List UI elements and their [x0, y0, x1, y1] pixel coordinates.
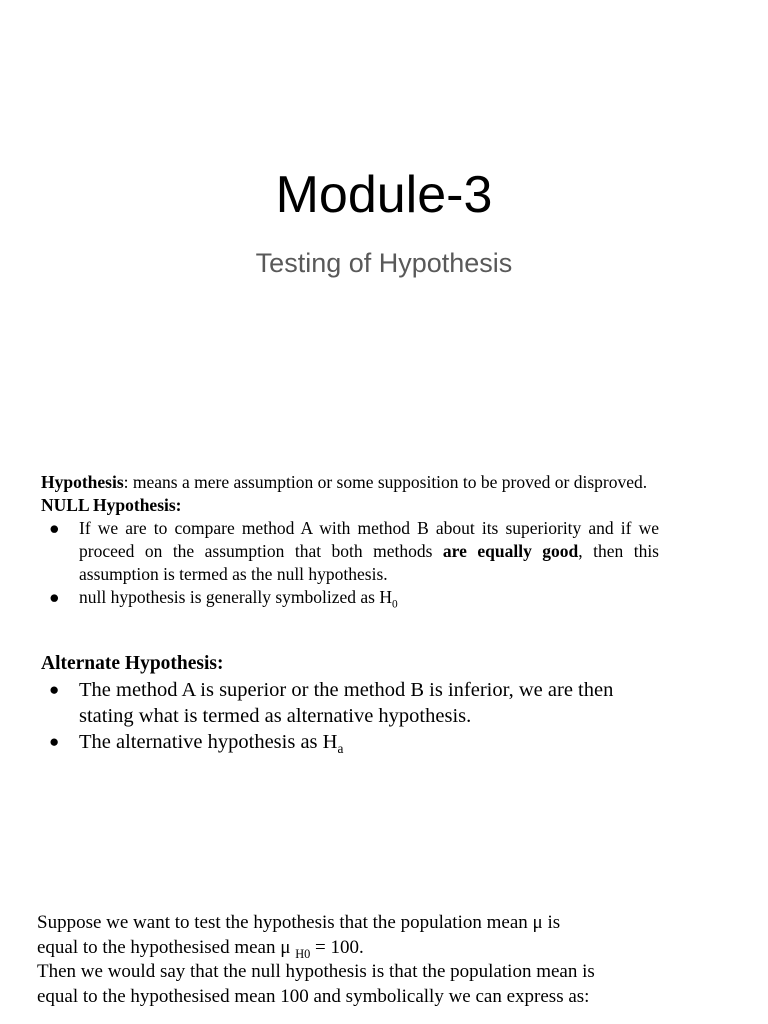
mean-subscript: H0: [295, 946, 311, 961]
example-line-4: equal to the hypothesised mean 100 and symbolically we can express as:: [37, 985, 590, 1007]
hypothesis-definition: [41, 471, 659, 494]
alt-symbol-subscript: a: [337, 741, 344, 757]
example-line-2-text: equal to the hypothesised mean μ: [37, 936, 296, 958]
alt-bullet-2-text: The alternative hypothesis as H: [79, 731, 338, 753]
alternate-hypothesis-section: [41, 651, 661, 755]
hypothesis-definition-text: : means a mere assumption or some supposition to be proved or disproved.: [123, 472, 648, 492]
null-symbol-subscript: 0: [392, 598, 398, 611]
hypothesis-term: Hypothesis: [41, 472, 124, 492]
example-line-2-end: = 100.: [310, 936, 364, 958]
example-line-2: [37, 936, 737, 961]
null-bullet-1-bold: are equally good: [442, 541, 579, 561]
bullet-icon: ●: [49, 518, 60, 538]
null-hypothesis-heading: NULL Hypothesis:: [41, 495, 182, 515]
list-item: [41, 729, 661, 755]
bullet-icon: ●: [49, 587, 60, 607]
alt-bullet-1-text: The method A is superior or the method B is inferior, we are then stating what is termed as alternative hypothesis.: [79, 679, 614, 727]
hypothesis-section: [41, 471, 659, 609]
null-bullet-2-text: null hypothesis is generally symbolized as H: [79, 587, 393, 607]
null-bullet-1-text: If we are to compare method A with method B about its superiority and if we proceed on the assumption that both methods: [79, 518, 659, 561]
example-line-1: Suppose we want to test the hypothesis that the population mean μ is: [37, 912, 561, 933]
example-paragraph: [37, 911, 737, 1009]
list-item: [41, 517, 659, 586]
bullet-icon: ●: [49, 732, 60, 751]
null-hypothesis-list: [41, 517, 659, 609]
list-item: [41, 677, 661, 729]
page-subtitle: Testing of Hypothesis: [255, 248, 513, 278]
null-bullet-1-text-end: , then this assumption is termed as the null hypothesis.: [79, 541, 659, 584]
list-item: [41, 586, 659, 609]
alternate-hypothesis-list: [41, 677, 661, 755]
bullet-icon: ●: [49, 680, 60, 699]
example-line-3: Then we would say that the null hypothesis is that the population mean is: [37, 961, 595, 982]
page-title: Module-3: [275, 166, 493, 224]
alternate-hypothesis-heading: Alternate Hypothesis:: [41, 653, 224, 674]
